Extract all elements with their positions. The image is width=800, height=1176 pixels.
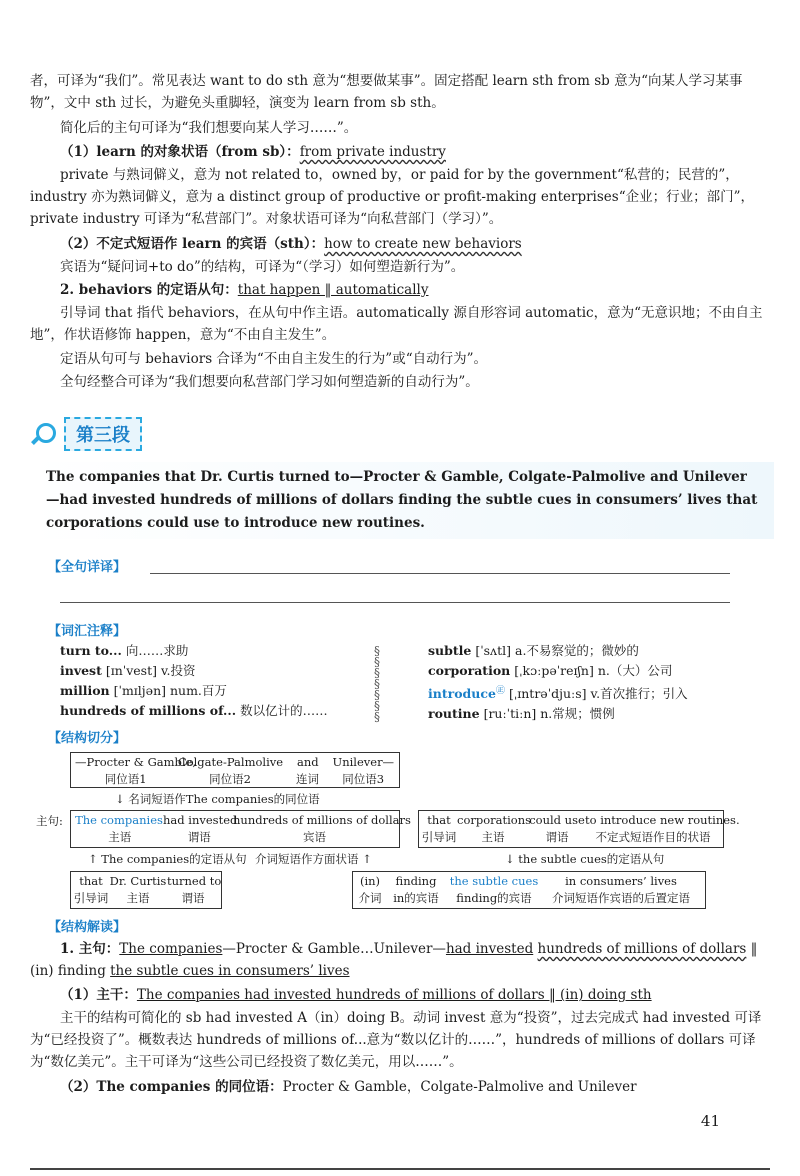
- appositive-box: —Procter & Gamble, Colgate-Palmolive and Unilever— 同位语1 同位语2 连词 同位语3: [70, 752, 400, 788]
- full-translation-label: 【全句详译】: [48, 560, 127, 575]
- main-clause-box: The companies had invested hundreds of millions of dollars 主语 谓语 宾语: [70, 810, 400, 848]
- paragraph-2: 简化后的主句可译为“我们想要向某人学习……”。: [60, 120, 358, 136]
- left-clause-arrow: ↑ The companies的定语从句: [88, 852, 247, 866]
- chain-divider: § § § § § § §: [374, 644, 380, 724]
- paragraph-6: 定语从句可与 behaviors 合译为“不由自主发生的行为”或“自动行为”。: [60, 351, 488, 367]
- relative-clause-box: that corporations could use to introduce new routines. 引导词 主语 谓语 不定式短语作目的状语: [418, 810, 724, 848]
- key-word-mark: ㊣: [495, 686, 505, 696]
- heading-1-text: from private industry: [299, 144, 446, 160]
- paragraph-3: private 与熟词僻义，意为 not related to，owned by，or paid for by the government“私营的；民营的”，industry 亦为熟词僻义，意为 a distinct group of productive or profit-making enterprises“企业；行业；部门”，private industry 可译为“私营部门”。对象状语可译为“向私营部门（学习）”。: [30, 167, 755, 227]
- vocab-item: invest [ɪnˈvest] v.投资: [60, 663, 196, 678]
- heading-2-text: how to create new behaviors: [324, 236, 522, 252]
- answer-line: [60, 602, 730, 603]
- vocab-item: million [ˈmɪljən] num.百万: [60, 683, 227, 698]
- prepositional-phrase-box: (in) finding the subtle cues in consumers’ lives 介词 in的宾语 finding的宾语 介词短语作宾语的后置定语: [352, 871, 706, 909]
- structure-split-label: 【结构切分】: [48, 731, 127, 746]
- structure-explain-label: 【结构解读】: [48, 920, 127, 935]
- explain-2: （1）主干：The companies had invested hundreds of millions of dollars ‖ (in) doing sth: [60, 987, 652, 1003]
- heading-1-label: （1）learn 的对象状语（from sb）：: [60, 144, 300, 160]
- vocab-item: turn to... 向……求助: [60, 643, 189, 658]
- heading-2-label: （2）不定式短语作 learn 的宾语（sth）：: [60, 236, 325, 252]
- heading-3-label: 2. behaviors 的定语从句：: [60, 282, 238, 298]
- paragraph-4: 宾语为“疑问词+to do”的结构，可译为“（学习）如何塑造新行为”。: [60, 259, 465, 275]
- bottom-rule: [30, 1168, 770, 1170]
- vocab-item: routine [ruːˈtiːn] n.常规；惯例: [428, 706, 615, 722]
- magnifier-icon: [30, 421, 56, 447]
- heading-2: [30, 233, 772, 255]
- paragraph-8: 主干的结构可简化的 sb had invested A（in）doing B。动词 invest 意为“投资”，过去完成式 had invested 可译为“已经投资了”。概数表达 hundreds of millions of...意为“数以亿计的……”，hundreds of millions of dollars 可译为“数亿美元”。主干可译为“这些公司已经投资了数亿美元，用以……”。: [30, 1010, 762, 1070]
- paragraph-7: 全句经整合可译为“我们想要向私营部门学习如何塑造新的自动行为”。: [60, 374, 479, 390]
- middle-pp-arrow: 介词短语作方面状语 ↑: [255, 852, 372, 866]
- passage-sentence: The companies that Dr. Curtis turned to—Procter & Gamble, Colgate-Palmolive and Unilever—had invested hundreds of millions of dollars finding the subtle cues in consumers’ lives that corporations could use to introduce new routines.: [30, 462, 774, 539]
- section-title: [30, 412, 142, 456]
- page-number: 41: [700, 1112, 720, 1130]
- vocab-item: hundreds of millions of... 数以亿计的……: [60, 703, 328, 718]
- vocab-right-list: [428, 641, 688, 724]
- vocab-item: introduce㊣ [ˌɪntrəˈdjuːs] v.首次推行；引入: [428, 686, 688, 702]
- heading-3: [30, 279, 772, 301]
- vocab-left-list: [60, 641, 328, 721]
- vocab-item: corporation [ˌkɔːpəˈreɪʃn] n.（大）公司: [428, 663, 673, 678]
- right-clause-arrow: ↓ the subtle cues的定语从句: [505, 852, 665, 866]
- appositive-arrow: ↓ 名词短语作The companies的同位语: [115, 792, 320, 806]
- heading-1: [30, 141, 772, 163]
- vocab-label: 【词汇注释】: [48, 624, 127, 639]
- paragraph-5: 引导词 that 指代 behaviors，在从句中作主语。automatically 源自形容词 automatic，意为“无意识地；不由自主地”，作状语修饰 happen，意为“不由自主发生”。: [30, 305, 763, 343]
- explain-1: 1. 主句：The companies—Procter & Gamble…Unilever—had invested hundreds of millions of dollars ‖ (in) finding the subtle cues in consumers’ lives: [30, 941, 758, 979]
- main-clause-label: 主句:: [36, 814, 63, 828]
- the-companies-clause-box: that Dr. Curtis turned to 引导词 主语 谓语: [70, 871, 222, 909]
- paragraph-1: 者，可译为“我们”。常见表达 want to do sth 意为“想要做某事”。固定搭配 learn sth from sb 意为“向某人学习某事物”，文中 sth 过长，为避免头重脚轻，演变为 learn from sb sth。: [30, 73, 743, 111]
- heading-3-text: that happen ‖ automatically: [237, 282, 429, 298]
- section-title-text: 第三段: [64, 417, 142, 451]
- answer-line: [150, 573, 730, 574]
- explain-3: （2）The companies 的同位语：Procter & Gamble，Colgate-Palmolive and Unilever: [60, 1079, 637, 1095]
- vocab-item: subtle [ˈsʌtl] a.不易察觉的；微妙的: [428, 643, 639, 658]
